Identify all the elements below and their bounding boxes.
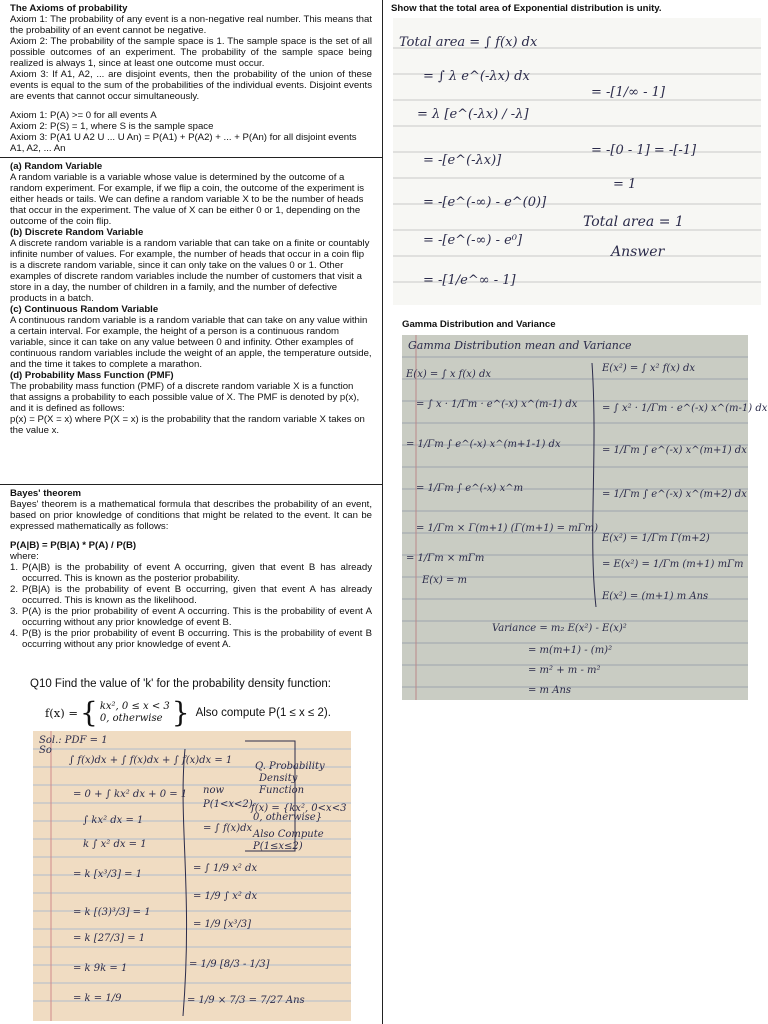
note-side: 0, otherwise}: [253, 812, 323, 823]
bayes-where: where:: [10, 551, 39, 562]
note-line: k ∫ x² dx = 1: [83, 839, 147, 850]
pmf-title: (d) Probability Mass Function (PMF): [10, 370, 174, 381]
note-side: Function: [259, 785, 305, 796]
note-line: Total area = ∫ f(x) dx: [399, 35, 538, 50]
note-side: Also Compute: [253, 829, 324, 840]
bayes-list: [10, 562, 372, 650]
axiom-3-formula: Axiom 3: P(A1 U A2 U ... U An) = P(A1) + P(A2) + ... + P(An) for all disjoint events A1, A2, ... An: [10, 132, 357, 154]
note-line: = k = 1/9: [73, 993, 122, 1004]
note-line: = 1/Γm ∫ e^(-x) x^m: [416, 483, 524, 494]
gamma-notes-heading: Gamma Distribution mean and Variance: [408, 339, 632, 352]
note-line: = -[e^(-λx)]: [423, 153, 502, 168]
bayes-formula: P(A|B) = P(B|A) * P(A) / P(B): [10, 540, 137, 551]
note-side: P(1≤x≤2): [253, 841, 303, 852]
drv-title: (b) Discrete Random Variable: [10, 227, 144, 238]
note-line: = 1/9 [8/3 - 1/3]: [189, 959, 270, 970]
note-side: f(x) = {kx², 0<x<3: [251, 803, 347, 814]
formula-case-2: 0, otherwise: [99, 713, 163, 724]
drv-text: A discrete random variable is a random variable that can take on a finite or countably infinite number of values. For example, the number of heads that occur in a coin flip is a discrete random variable, since it can only take on the values 0 or 1. Other examples of discrete random variables include the number of customers that visit a store in a day, the number of children in a family, and the number of defective products in a batch.: [10, 238, 370, 304]
note-line: = ∫ λ e^(-λx) dx: [423, 69, 530, 84]
note-line: E(x) = ∫ x f(x) dx: [406, 369, 492, 380]
list-item: 2. P(B|A) is the probability of event B occurring, given that event A has already occurred. This is known as the likelihood.: [10, 584, 372, 606]
axiom-1-text: Axiom 1: The probability of any event is a non-negative real number. This means that the probability of an event cannot be negative.: [10, 14, 372, 36]
note-line: = E(x²) = 1/Γm (m+1) mΓm: [602, 559, 744, 570]
note-side: Q. Probability: [255, 761, 325, 772]
note-side: Density: [259, 773, 298, 784]
note-line: = m Ans: [528, 685, 572, 696]
axioms-section: [0, 0, 382, 158]
formula-tail: Also compute P(1 ≤ x ≤ 2).: [195, 707, 331, 719]
note-line: = 1/Γm × Γ(m+1) (Γ(m+1) = mΓm): [416, 523, 598, 534]
note-line: now: [203, 785, 225, 796]
note-line: = ∫ 1/9 x² dx: [193, 863, 258, 874]
right-column: [383, 0, 768, 1024]
note-line: = -[1/e^∞ - 1]: [423, 273, 516, 288]
note-line: = k [(3)³/3] = 1: [73, 907, 151, 918]
note-line: P(1<x<2): [203, 799, 253, 810]
bayes-intro: Bayes' theorem is a mathematical formula that describes the probability of an event, based on prior knowledge of conditions that might be related to the event. It can be expressed mathematically as follows:: [10, 499, 372, 532]
note-line: = 1/9 [x³/3]: [193, 919, 252, 930]
note-line: E(x²) = (m+1) m Ans: [602, 591, 709, 602]
note-line: Variance = m₂ E(x²) - E(x)²: [492, 623, 627, 634]
note-line: ∫ kx² dx = 1: [83, 815, 144, 826]
pmf-formula: p(x) = P(X = x) where P(X = x) is the probability that the random variable X takes on the value x.: [10, 414, 365, 436]
note-line: = k [27/3] = 1: [73, 933, 146, 944]
note-line: = ∫ x² · 1/Γm · e^(-x) x^(m-1) dx: [602, 403, 768, 414]
random-variables-section: [0, 158, 382, 485]
note-line: = ∫ f(x)dx: [203, 823, 253, 834]
note-line: = 1/9 × 7/3 = 7/27 Ans: [187, 995, 305, 1006]
crv-text: A continuous random variable is a random variable that can take on any value within a certain interval. For example, the height of a person is a continuous random variable, since it can take on any value between 0 and infinity. Other examples of continuous random variables include the weight of an apple, the temperature outside, and the time it takes to complete a marathon.: [10, 315, 372, 370]
left-column: [0, 0, 382, 1024]
note-line: = m(m+1) - (m)²: [528, 645, 613, 656]
note-line: = -[1/∞ - 1]: [591, 85, 665, 100]
exponential-notes-photo: [393, 18, 761, 305]
note-line: = ∫ x · 1/Γm · e^(-x) x^(m-1) dx: [416, 399, 578, 410]
crv-title: (c) Continuous Random Variable: [10, 304, 159, 315]
note-line: ∫ f(x)dx + ∫ f(x)dx + ∫ f(x)dx = 1: [69, 755, 233, 766]
note-line: = -[0 - 1] = -[-1]: [591, 143, 697, 158]
note-line: = -[e^(-∞) - e⁰]: [423, 233, 523, 248]
axiom-1-formula: Axiom 1: P(A) >= 0 for all events A: [10, 110, 157, 121]
list-item: 1. P(A|B) is the probability of event A occurring, given that event B has already occurred. This is known as the posterior probability.: [10, 562, 372, 584]
note-line: Answer: [611, 244, 665, 260]
note-line: = 1/Γm ∫ e^(-x) x^(m+1) dx: [602, 445, 747, 456]
note-line: = m² + m - m²: [528, 665, 601, 676]
note-line: = -[e^(-∞) - e^(0)]: [423, 195, 547, 210]
gamma-title: Gamma Distribution and Variance: [402, 319, 556, 330]
note-line: = 0 + ∫ kx² dx + 0 = 1: [73, 789, 188, 800]
gamma-notes-photo: [402, 335, 768, 700]
note-line: = 1: [613, 177, 637, 192]
q10-notes-photo: [33, 731, 351, 1021]
note-line: E(x) = m: [422, 575, 467, 586]
note-line: = λ [e^(-λx) / -λ]: [417, 107, 529, 122]
axiom-2-text: Axiom 2: The probability of the sample space is 1. The sample space is the set of all possible outcomes of an experiment. The probability of the sample space being realized is always 1, since at least one outcome must occur.: [10, 36, 372, 69]
note-line: = k [x³/3] = 1: [73, 869, 143, 880]
rv-title: (a) Random Variable: [10, 161, 103, 172]
formula-lhs: f(x) =: [45, 706, 79, 720]
list-item: 4. P(B) is the prior probability of event B occurring. This is the probability of event B occurring without any prior knowledge of event A.: [10, 628, 372, 650]
q10-pdf-formula: f(x) = { kx², 0 ≤ x < 3 0, otherwise } Also compute P(1 ≤ x ≤ 2).: [45, 696, 331, 729]
pmf-text: The probability mass function (PMF) of a discrete random variable X is a function that assigns a probability to each possible value of X. The PMF is denoted by p(x), and it is defined as follows:: [10, 381, 360, 414]
notes-header-2: So: [39, 745, 52, 756]
rv-text: A random variable is a variable whose value is determined by the outcome of a random experiment. For example, if we flip a coin, the outcome of the experiment is either heads or tails. We can define a random variable X to be the number of heads that occur in the experiment. The value of X can be either 0 or 1, depending on the outcome of the coin flip.: [10, 172, 365, 227]
axiom-3-text: Axiom 3: If A1, A2, ... are disjoint events, then the probability of the union of these events is equal to the sum of the probabilities of the individual events. Disjoint events are events that cannot occur simultaneously.: [10, 69, 372, 102]
axiom-2-formula: Axiom 2: P(S) = 1, where S is the sample space: [10, 121, 214, 132]
note-line: = 1/Γm ∫ e^(-x) x^(m+1-1) dx: [406, 439, 561, 450]
note-line: = 1/9 ∫ x² dx: [193, 891, 258, 902]
list-item: 3. P(A) is the prior probability of event A occurring. This is the probability of event A occurring without any prior knowledge of event B.: [10, 606, 372, 628]
note-line: Total area = 1: [583, 214, 684, 230]
note-line: E(x²) = ∫ x² f(x) dx: [602, 363, 696, 374]
note-line: = 1/Γm ∫ e^(-x) x^(m+2) dx: [602, 489, 747, 500]
notes-header-1: Sol.: PDF = 1: [39, 735, 108, 746]
note-line: = 1/Γm × mΓm: [406, 553, 485, 564]
q10-question: Q10 Find the value of 'k' for the probability density function:: [30, 678, 332, 690]
bayes-title: Bayes' theorem: [10, 488, 82, 499]
note-line: E(x²) = 1/Γm Γ(m+2): [602, 533, 710, 544]
note-line: = k 9k = 1: [73, 963, 128, 974]
exponential-title: Show that the total area of Exponential distribution is unity.: [391, 3, 662, 14]
axioms-title: The Axioms of probability: [10, 3, 128, 14]
formula-case-1: kx², 0 ≤ x < 3: [99, 701, 170, 712]
bayes-section: [0, 485, 382, 675]
